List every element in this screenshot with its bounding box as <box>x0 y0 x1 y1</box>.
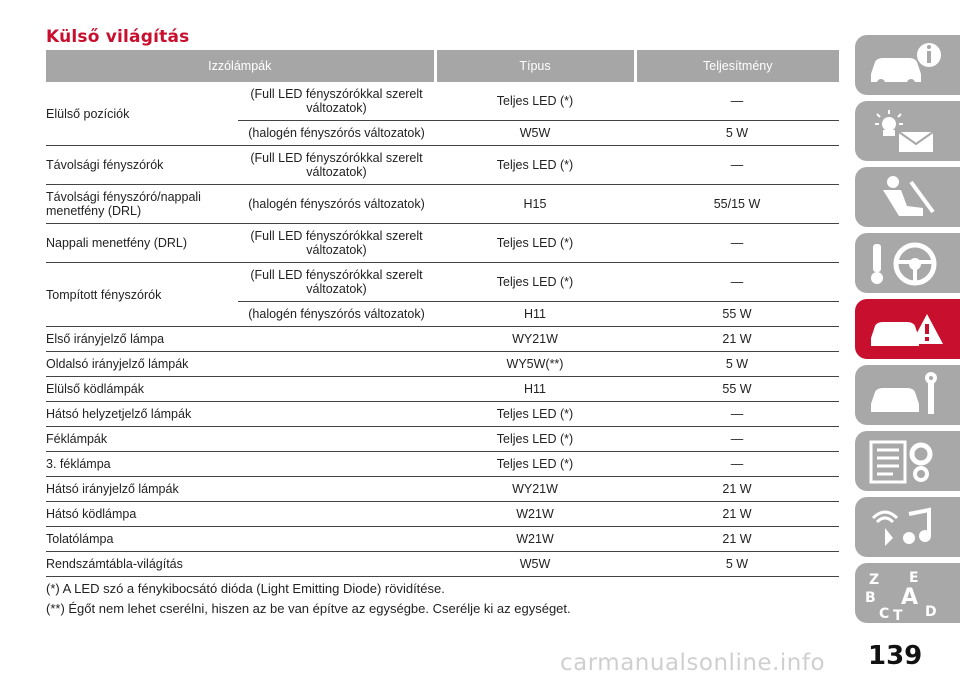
table-row <box>46 402 839 427</box>
table-row <box>46 146 839 185</box>
bulb-name: 3. féklámpa <box>46 452 435 477</box>
table-row <box>46 502 839 527</box>
multimedia-icon <box>863 502 953 552</box>
tab-safety-lights[interactable] <box>855 101 960 161</box>
bulb-type: Teljes LED (*) <box>435 427 635 452</box>
seat-airbag-icon <box>863 172 953 222</box>
tab-dashboard[interactable] <box>855 35 960 95</box>
index-letter: T <box>893 608 903 622</box>
car-wrench-icon <box>863 370 953 420</box>
alphabetical-index-icon <box>863 568 953 622</box>
bulb-power: — <box>635 146 839 185</box>
bulb-power: — <box>635 82 839 121</box>
bulb-power: — <box>635 402 839 427</box>
car-info-icon <box>863 40 953 90</box>
bulb-name: Első irányjelző lámpa <box>46 327 435 352</box>
table-row <box>46 327 839 352</box>
bulb-name: Rendszámtábla-világítás <box>46 552 435 577</box>
table-row <box>46 452 839 477</box>
tab-emergency[interactable] <box>855 299 960 359</box>
bulb-type: Teljes LED (*) <box>435 263 635 302</box>
table-row <box>46 224 839 263</box>
bulb-variant: (Full LED fényszórókkal szerelt változatok) <box>238 146 435 185</box>
index-letter: A <box>901 585 919 610</box>
bulb-name: Hátsó irányjelző lámpák <box>46 477 435 502</box>
tab-maintenance[interactable] <box>855 365 960 425</box>
bulb-type: H11 <box>435 377 635 402</box>
bulb-name: Hátsó ködlámpa <box>46 502 435 527</box>
page-number: 139 <box>868 641 923 671</box>
bulb-power: 5 W <box>635 121 839 146</box>
table-row <box>46 477 839 502</box>
bulb-name: Féklámpák <box>46 427 435 452</box>
bulb-type: W21W <box>435 502 635 527</box>
warning-light-envelope-icon <box>863 106 953 156</box>
bulb-type: H15 <box>435 185 635 224</box>
bulb-variant: (Full LED fényszórókkal szerelt változatok) <box>238 82 435 121</box>
table-row <box>46 527 839 552</box>
bulb-name: Nappali menetfény (DRL) <box>46 224 238 263</box>
index-letter: D <box>925 604 937 620</box>
tab-starting-driving[interactable] <box>855 233 960 293</box>
table-row <box>46 552 839 577</box>
bulb-type: Teljes LED (*) <box>435 146 635 185</box>
bulb-power: — <box>635 427 839 452</box>
table-row <box>46 377 839 402</box>
key-steering-wheel-icon <box>863 238 953 288</box>
bulb-name: Elülső ködlámpák <box>46 377 435 402</box>
bulb-type: Teljes LED (*) <box>435 402 635 427</box>
bulb-spec-table <box>46 50 839 577</box>
table-row <box>46 185 839 224</box>
bulb-power: — <box>635 224 839 263</box>
bulb-name: Távolsági fényszóró/nappali menetfény (DRL) <box>46 185 238 224</box>
bulb-variant: (halogén fényszórós változatok) <box>238 121 435 146</box>
bulb-power: 55/15 W <box>635 185 839 224</box>
bulb-type: WY21W <box>435 477 635 502</box>
index-letter: C <box>879 606 890 622</box>
bulb-type: Teljes LED (*) <box>435 82 635 121</box>
index-letter: E <box>909 570 919 586</box>
table-row <box>46 427 839 452</box>
bulb-power: 21 W <box>635 527 839 552</box>
watermark: carmanualsonline.info <box>560 650 826 676</box>
bulb-power: 21 W <box>635 477 839 502</box>
bulb-power: 21 W <box>635 327 839 352</box>
bulb-power: 55 W <box>635 377 839 402</box>
bulb-power: 5 W <box>635 552 839 577</box>
header-bulbs: Izzólámpák <box>46 50 435 82</box>
index-letter: B <box>865 590 876 606</box>
bulb-name: Hátsó helyzetjelző lámpák <box>46 402 435 427</box>
bulb-type: H11 <box>435 302 635 327</box>
bulb-type: W21W <box>435 527 635 552</box>
bulb-type: Teljes LED (*) <box>435 224 635 263</box>
bulb-name: Távolsági fényszórók <box>46 146 238 185</box>
footnote-led: (*) A LED szó a fénykibocsátó dióda (Light Emitting Diode) rövidítése. <box>46 581 445 596</box>
bulb-type: Teljes LED (*) <box>435 452 635 477</box>
bulb-variant: (Full LED fényszórókkal szerelt változatok) <box>238 224 435 263</box>
car-breakdown-icon <box>863 304 953 354</box>
header-power: Teljesítmény <box>635 50 839 82</box>
bulb-variant: (halogén fényszórós változatok) <box>238 185 435 224</box>
table-header-row <box>46 50 839 82</box>
bulb-power: — <box>635 452 839 477</box>
bulb-variant: (Full LED fényszórókkal szerelt változatok) <box>238 263 435 302</box>
section-title: Külső világítás <box>46 27 190 47</box>
bulb-variant: (halogén fényszórós változatok) <box>238 302 435 327</box>
bulb-type: WY5W(**) <box>435 352 635 377</box>
bulb-type: W5W <box>435 121 635 146</box>
header-type: Típus <box>435 50 635 82</box>
bulb-power: 21 W <box>635 502 839 527</box>
bulb-name: Oldalsó irányjelző lámpák <box>46 352 435 377</box>
tab-seats-airbag[interactable] <box>855 167 960 227</box>
table-row <box>46 263 839 302</box>
index-letter: Z <box>869 572 880 588</box>
tab-index[interactable] <box>855 563 960 623</box>
footnote-bulb: (**) Égőt nem lehet cserélni, hiszen az be van építve az egységbe. Cserélje ki az egységet. <box>46 601 571 616</box>
bulb-type: W5W <box>435 552 635 577</box>
tab-multimedia[interactable] <box>855 497 960 557</box>
bulb-type: WY21W <box>435 327 635 352</box>
bulb-name: Tolatólámpa <box>46 527 435 552</box>
bulb-name: Elülső pozíciók <box>46 82 238 146</box>
table-row <box>46 352 839 377</box>
bulb-name: Tompított fényszórók <box>46 263 238 327</box>
bulb-power: — <box>635 263 839 302</box>
bulb-power: 55 W <box>635 302 839 327</box>
spec-list-gear-icon <box>863 436 953 486</box>
tab-technical-data[interactable] <box>855 431 960 491</box>
table-row <box>46 82 839 121</box>
bulb-power: 5 W <box>635 352 839 377</box>
